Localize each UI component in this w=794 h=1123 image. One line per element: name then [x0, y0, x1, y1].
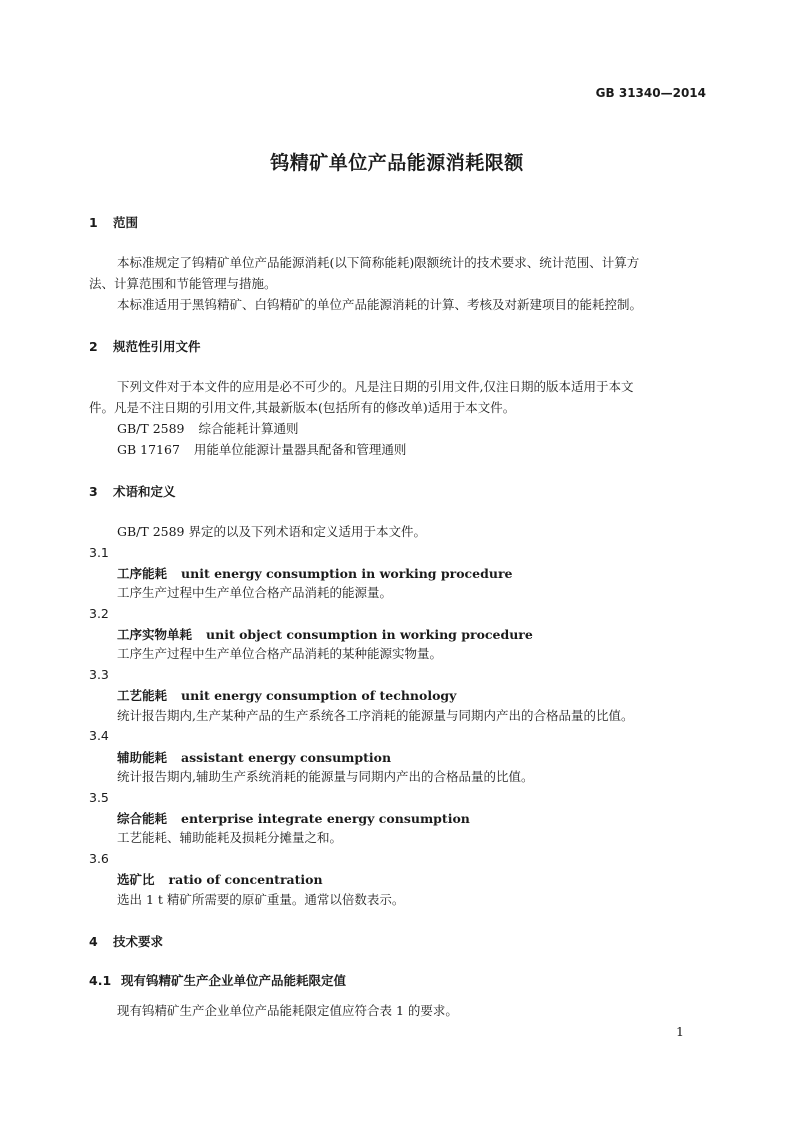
section-1-heading	[89, 213, 138, 231]
term-en: unit energy consumption in working procedure	[181, 566, 513, 581]
term-zh: 工序能耗	[117, 566, 168, 581]
reference-item	[117, 439, 406, 460]
paragraph: GB/T 2589 界定的以及下列术语和定义适用于本文件。	[117, 524, 426, 539]
section-title: 术语和定义	[113, 484, 176, 499]
term-number: 3.6	[89, 851, 109, 866]
reference-name: 综合能耗计算通则	[198, 421, 299, 436]
term-zh: 辅助能耗	[117, 750, 168, 765]
section-title: 范围	[113, 215, 139, 230]
section-number: 2	[89, 339, 98, 354]
term-number: 3.2	[89, 606, 109, 621]
paragraph: 本标准适用于黑钨精矿、白钨精矿的单位产品能源消耗的计算、考核及对新建项目的能耗控制。	[117, 297, 643, 312]
standard-code: GB 31340—2014	[595, 86, 706, 100]
term-entry	[117, 870, 323, 888]
term-en: unit energy consumption of technology	[181, 688, 457, 703]
term-zh: 选矿比	[117, 872, 155, 887]
term-definition: 统计报告期内,辅助生产系统消耗的能源量与同期内产出的合格品量的比值。	[117, 769, 534, 784]
paragraph-continuation: 法、计算范围和节能管理与措施。	[89, 276, 277, 291]
subsection-title: 现有钨精矿生产企业单位产品能耗限定值	[121, 973, 347, 988]
page-number: 1	[676, 1024, 684, 1039]
term-en: enterprise integrate energy consumption	[181, 811, 470, 826]
section-2-heading	[89, 337, 201, 355]
section-title: 规范性引用文件	[113, 339, 201, 354]
term-number: 3.5	[89, 790, 109, 805]
section-3-heading	[89, 482, 176, 500]
term-entry	[117, 686, 456, 704]
section-number: 1	[89, 215, 98, 230]
term-definition: 工序生产过程中生产单位合格产品消耗的能源量。	[117, 585, 393, 600]
section-title: 技术要求	[113, 934, 164, 949]
term-en: ratio of concentration	[168, 872, 323, 887]
paragraph: 下列文件对于本文件的应用是必不可少的。凡是注日期的引用文件,仅注日期的版本适用于本文	[117, 379, 634, 394]
reference-item	[117, 418, 299, 439]
term-entry	[117, 809, 470, 827]
term-en: unit object consumption in working procedure	[206, 627, 533, 642]
document-title: 钨精矿单位产品能源消耗限额	[270, 152, 524, 174]
reference-code: GB/T 2589	[117, 421, 185, 436]
reference-name: 用能单位能源计量器具配备和管理通则	[193, 442, 407, 457]
term-zh: 综合能耗	[117, 811, 168, 826]
term-en: assistant energy consumption	[181, 750, 392, 765]
reference-code: GB 17167	[117, 442, 180, 457]
term-zh: 工序实物单耗	[117, 627, 193, 642]
subsection-4-1-heading	[89, 971, 346, 989]
term-definition: 统计报告期内,生产某种产品的生产系统各工序消耗的能源量与同期内产出的合格品量的比值。	[117, 708, 634, 723]
term-number: 3.3	[89, 667, 109, 682]
term-entry	[117, 625, 533, 643]
section-number: 3	[89, 484, 98, 499]
section-4-heading	[89, 932, 163, 950]
term-definition: 选出 1 t 精矿所需要的原矿重量。通常以倍数表示。	[117, 892, 405, 907]
term-definition: 工艺能耗、辅助能耗及损耗分摊量之和。	[117, 830, 343, 845]
paragraph-continuation: 件。凡是不注日期的引用文件,其最新版本(包括所有的修改单)适用于本文件。	[89, 400, 516, 415]
term-definition: 工序生产过程中生产单位合格产品消耗的某种能源实物量。	[117, 646, 443, 661]
term-entry	[117, 564, 513, 582]
term-number: 3.4	[89, 728, 109, 743]
term-number: 3.1	[89, 545, 109, 560]
term-entry	[117, 748, 391, 766]
term-zh: 工艺能耗	[117, 688, 168, 703]
paragraph: 现有钨精矿生产企业单位产品能耗限定值应符合表 1 的要求。	[117, 1003, 458, 1018]
section-number: 4	[89, 934, 98, 949]
paragraph: 本标准规定了钨精矿单位产品能源消耗(以下简称能耗)限额统计的技术要求、统计范围、计算方	[117, 255, 640, 270]
subsection-number: 4.1	[89, 973, 112, 988]
